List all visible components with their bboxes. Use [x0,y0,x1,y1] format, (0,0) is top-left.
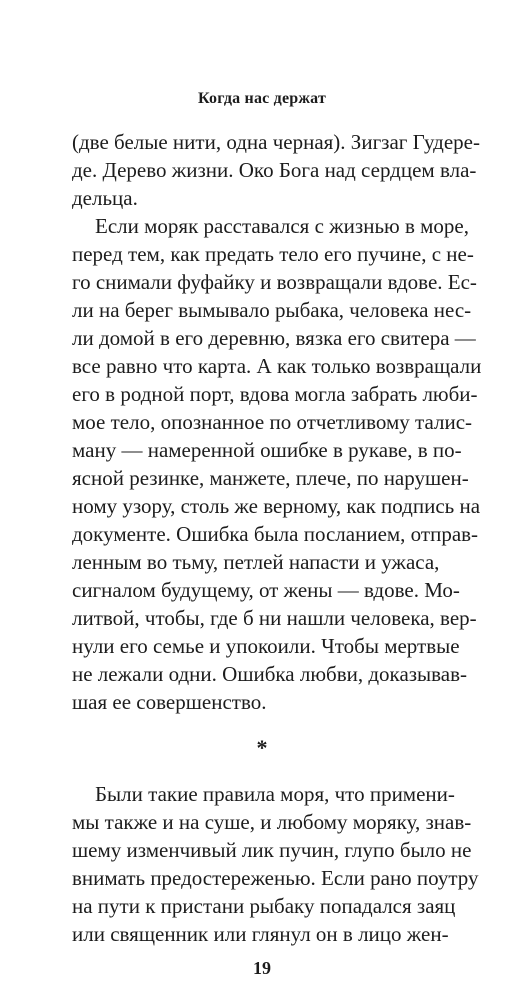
running-head: Когда нас держат [197,90,327,107]
text-line: дельца. [72,186,138,210]
text-line: мы также и на суше, и любому моряку, знав- [72,810,472,834]
text-line: ленным во тьму, петлей напасти и ужаса, [72,550,440,574]
text-line: литвой, чтобы, где б ни нашли человека, вер- [72,606,477,630]
text-line: на пути к пристани рыбаку попадался заяц [72,894,456,918]
text-line: или священник или глянул он в лицо жен- [72,922,449,946]
text-line: го снимали фуфайку и возвращали вдове. Ес- [72,270,477,294]
text-line: шему изменчивый лик пучин, глупо было не [72,838,472,862]
text-line: ясной резинке, манжете, плече, по нарушен- [72,466,469,490]
text-line: ману — намеренной ошибке в рукаве, в по- [72,438,462,462]
text-line: внимать предостереженью. Если рано поутру [72,866,479,890]
text-line: Были такие правила моря, что примени- [95,782,455,806]
text-line: ли на берег вымывало рыбака, человека нес- [72,298,472,322]
text-line: нули его семье и упокоили. Чтобы мертвые [72,634,460,658]
text-line: перед тем, как предать тело его пучине, с не- [72,242,474,266]
text-line: мое тело, опознанное по отчетливому талис- [72,410,473,434]
page-number: 19 [253,958,271,978]
text-line: его в родной порт, вдова могла забрать люби- [72,382,478,406]
text-line: Если моряк расставался с жизнью в море, [95,214,469,238]
text-line: не лежали одни. Ошибка любви, доказывав- [72,662,468,686]
text-line: шая ее совершенство. [72,690,267,714]
text-line: де. Дерево жизни. Око Бога над сердцем вла- [72,158,477,182]
text-line: ли домой в его деревню, вязка его свитера — [72,326,476,350]
text-line: все равно что карта. А как только возвращали [72,354,482,378]
text-line: документе. Ошибка была посланием, отправ- [72,522,479,546]
section-separator: * [256,735,268,760]
text-line: ному узору, столь же верному, как подпись на [72,494,481,518]
text-line: (две белые нити, одна черная). Зигзаг Гудере- [72,130,480,154]
text-line: сигналом будущему, от жены — вдове. Мо- [72,578,460,602]
